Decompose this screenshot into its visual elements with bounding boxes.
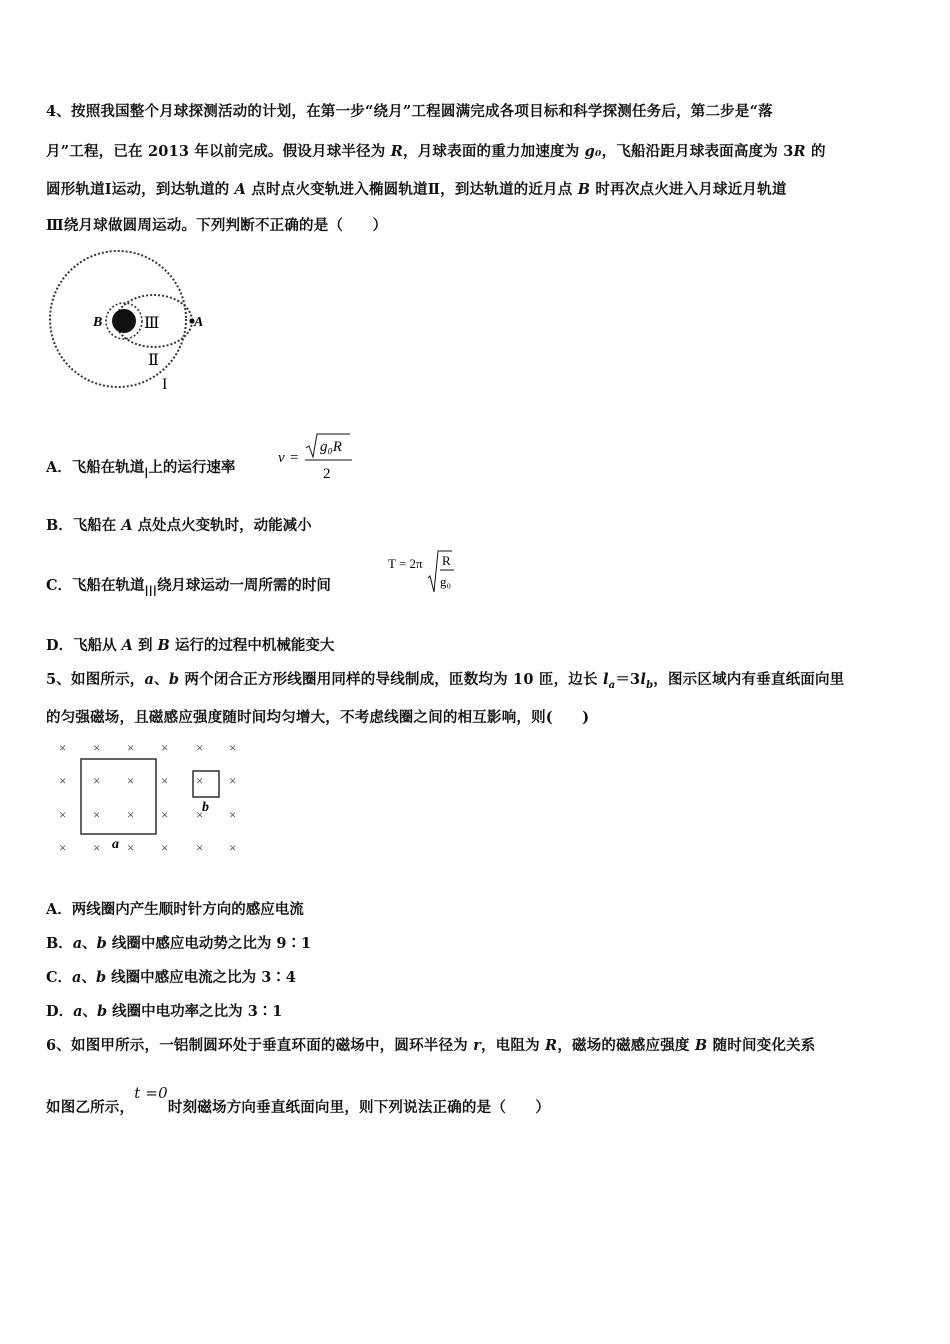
label-A: A (194, 315, 204, 330)
field-cross: × (161, 807, 169, 822)
q5-option-c: C．a、b 线圈中感应电流之比为 3∶4 (46, 969, 296, 986)
q4-option-c: C．飞船在轨道III绕月球运动一周所需的时间 (46, 577, 331, 600)
q5-option-a: A．两线圈内产生顺时针方向的感应电流 (46, 901, 304, 918)
formula-v (276, 430, 356, 486)
magnetic-field-diagram (50, 734, 250, 860)
field-cross: × (127, 807, 135, 822)
field-cross: × (93, 773, 101, 788)
field-cross: × (196, 740, 204, 755)
field-cross: × (196, 840, 204, 855)
label-I: I (162, 376, 168, 393)
svg-text:v: v (278, 450, 285, 466)
orbit-diagram (48, 246, 218, 396)
field-cross: × (59, 773, 67, 788)
field-cross: × (229, 773, 237, 788)
field-cross: × (161, 840, 169, 855)
field-cross: × (93, 840, 101, 855)
field-cross: × (229, 740, 237, 755)
formula-T (386, 548, 466, 598)
field-cross: × (229, 807, 237, 822)
field-cross: × (59, 840, 67, 855)
q6-line-2: 如图乙所示，t =0时刻磁场方向垂直纸面向里，则下列说法正确的是（ ） (46, 1084, 551, 1116)
q5-line-1: 5、如图所示，a、b 两个闭合正方形线圈用同样的导线制成，匝数均为 10 匝，边长 $l_a=3l_b$，图示区域内有垂直纸面向里 (46, 671, 845, 691)
q5-option-b: B．a、b 线圈中感应电动势之比为 9∶1 (46, 935, 312, 952)
q5-line-2: 的匀强磁场，且磁感应强度随时间均匀增大，不考虑线圈之间的相互影响，则( ) (46, 709, 590, 726)
label-III: Ⅲ (144, 315, 160, 332)
q4-line-2: 月”工程，已在 2013 年以前完成。假设月球半径为 R，月球表面的重力加速度为 g₀，飞船沿距月球表面高度为 3R 的 (46, 143, 826, 160)
field-cross: × (93, 807, 101, 822)
q4-option-a: A．飞船在轨道I上的运行速率 (46, 459, 236, 482)
svg-text:2: 2 (323, 466, 331, 482)
q4-option-d: D．飞船从 A 到 B 运行的过程中机械能变大 (46, 637, 335, 654)
field-cross: × (229, 840, 237, 855)
field-cross: × (93, 740, 101, 755)
field-cross: × (59, 740, 67, 755)
field-cross: × (161, 740, 169, 755)
svg-text:=: = (290, 450, 299, 466)
label-B: B (93, 315, 103, 330)
coil-a (81, 759, 156, 834)
svg-text:g₀: g₀ (440, 574, 452, 589)
svg-text:R: R (442, 553, 451, 568)
label-coil-a: a (112, 837, 119, 852)
svg-text:T = 2π: T = 2π (388, 556, 423, 571)
field-cross: × (127, 773, 135, 788)
q4-option-b: B．飞船在 A 点处点火变轨时，动能减小 (46, 517, 312, 534)
field-cross: × (127, 740, 135, 755)
field-cross: × (196, 807, 204, 822)
t-equals-zero: t =0 (134, 1084, 168, 1102)
moon (112, 309, 136, 333)
svg-text:g₀R: g₀R (320, 439, 342, 455)
label-coil-b: b (202, 800, 209, 815)
field-cross: × (161, 773, 169, 788)
q6-line-1: 6、如图甲所示，一铝制圆环处于垂直环面的磁场中，圆环半径为 r，电阻为 R，磁场的磁感应强度 B 随时间变化关系 (46, 1037, 816, 1054)
q5-option-d: D．a、b 线圈中电功率之比为 3∶1 (46, 1003, 283, 1020)
q4-line-1: 4、按照我国整个月球探测活动的计划，在第一步“绕月”工程圆满完成各项目标和科学探测任务后，第二步是“落 (46, 103, 773, 120)
q4-line-3: 圆形轨道Ⅰ运动，到达轨道的 A 点时点火变轨进入椭圆轨道Ⅱ，到达轨道的近月点 B 时再次点火进入月球近月轨道 (46, 181, 787, 198)
field-cross: × (196, 773, 204, 788)
field-cross: × (127, 840, 135, 855)
label-II: Ⅱ (148, 352, 159, 369)
q4-line-4: Ⅲ绕月球做圆周运动。下列判断不正确的是（ ） (46, 217, 388, 234)
field-cross: × (59, 807, 67, 822)
